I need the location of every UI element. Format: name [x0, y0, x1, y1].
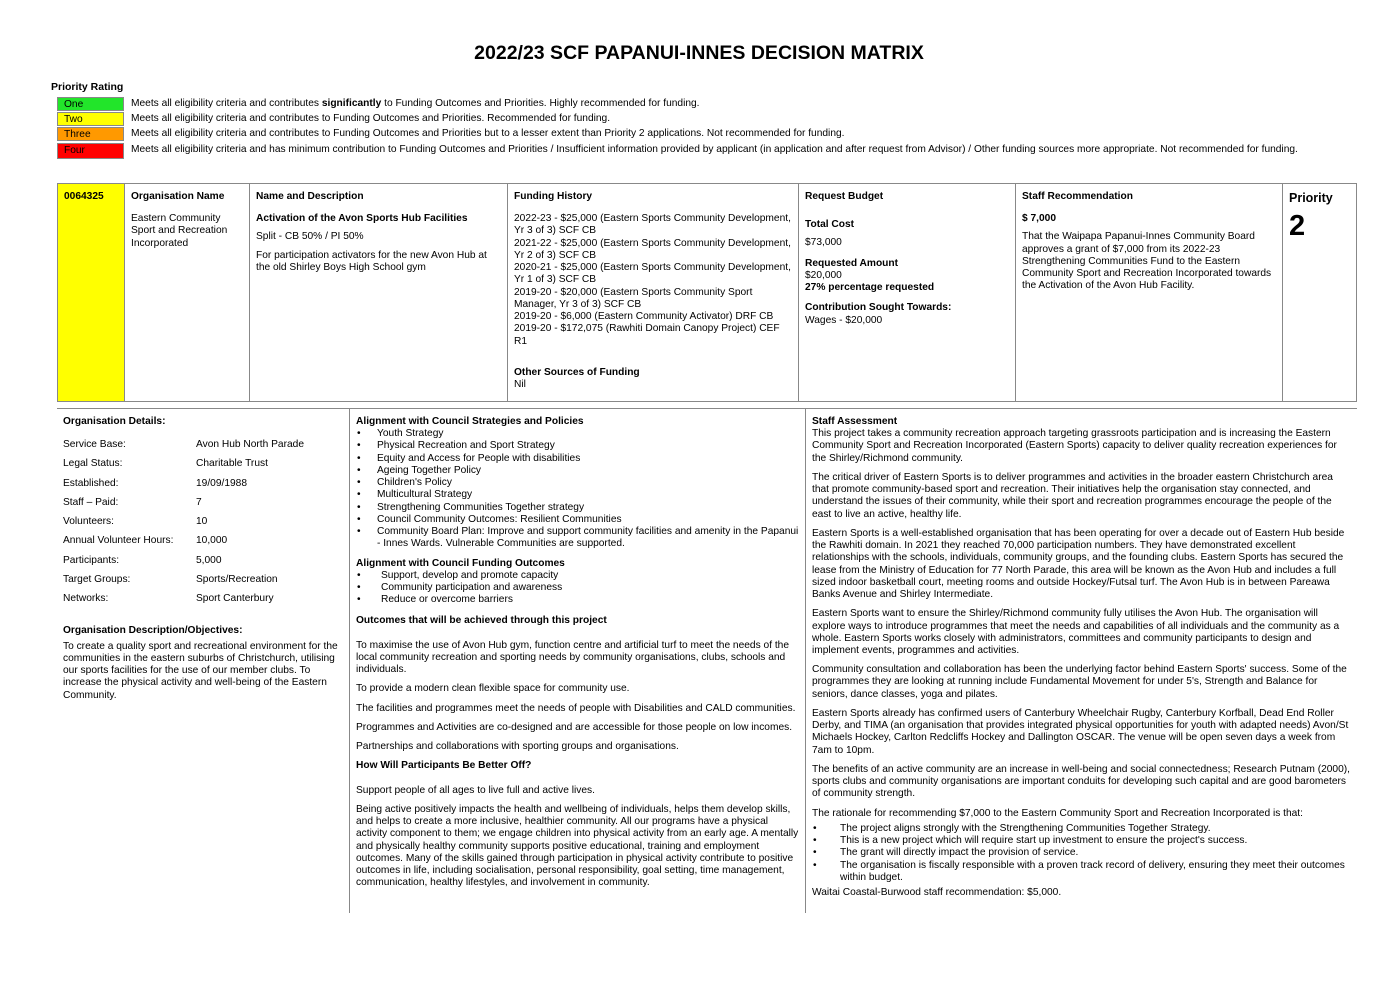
organisation-name-header: Organisation Name [131, 191, 225, 202]
name-description-header: Name and Description [256, 191, 364, 202]
staff-recommendation-cell [1016, 184, 1283, 401]
total-cost-label: Total Cost [805, 219, 855, 231]
funding-history-item: 2019-20 - $172,075 (Rawhiti Domain Canopy Project) CEF R1 [514, 323, 780, 347]
application-id-cell [58, 184, 125, 401]
funding-history-item: 2019-20 - $20,000 (Eastern Sports Community Sport Manager, Yr 3 of 3) SCF CB [514, 286, 753, 310]
list-item: • Multicultural Strategy [356, 489, 799, 501]
other-sources-value: Nil [514, 379, 526, 391]
funding-history-cell [508, 184, 799, 401]
staff-assessment-column [806, 409, 1357, 913]
list-item: • The organisation is fiscally responsible with a proven track record of delivery, ensuring they meet their outcomes within budget. [812, 860, 1351, 884]
list-item: • Community Board Plan: Improve and support community facilities and amenity in the Papanui - Innes Wards. Vulnerable Communities are supported. [356, 526, 799, 550]
alignment-column [349, 409, 806, 913]
funding-outcomes-list [356, 570, 799, 607]
list-item: • Reduce or overcome barriers [356, 594, 799, 606]
list-item: • Community participation and awareness [356, 582, 799, 594]
strategies-list [356, 428, 799, 550]
detail-row: Target Groups: Sports/Recreation [63, 573, 278, 585]
detail-row: Participants: 5,000 [63, 554, 222, 566]
priority-description-four: Meets all eligibility criteria and has minimum contribution to Funding Outcomes and Priorities / Insufficient information provided by applicant (in application and after request from Advisor) / Other funding sources more appropriate. Not recommended for funding. [131, 143, 1298, 155]
priority-rating-legend [57, 97, 1317, 160]
assessment-paragraph: The benefits of an active community are an increase in well-being and social connectedness; Research Putnam (2000), sports clubs and community organisations are important conduits for developing such capital and are good barometers of community strength. [812, 763, 1350, 800]
priority-rating-heading: Priority Rating [51, 81, 124, 93]
organisation-name: Eastern Community Sport and Recreation Incorporated [131, 213, 228, 249]
assessment-paragraph: This project takes a community recreation approach targeting grassroots participation and is increasing the Eastern Community Sport and Recreation Incorporated (Eastern Sports) capacity to deliver quality recreation experiences for the Shirley/Richmond community. [812, 428, 1337, 464]
project-description: For participation activators for the new Avon Hub at the old Shirley Boys High School gym [256, 249, 487, 273]
priority-value: 2 [1289, 210, 1306, 242]
priority-description-three: Meets all eligibility criteria and contributes to Funding Outcomes and Priorities but to a lesser extent than Priority 2 applications. Not recommended for funding. [131, 128, 845, 140]
staff-recommendation-header: Staff Recommendation [1022, 191, 1133, 202]
staff-assessment-heading: Staff Assessment [812, 416, 898, 427]
requested-amount-value: $20,000 [805, 269, 842, 281]
funding-history-item: 2021-22 - $25,000 (Eastern Sports Community Development, Yr 2 of 3) SCF CB [514, 237, 791, 261]
detail-row: Volunteers: 10 [63, 516, 208, 528]
staff-recommendation-amount: $ 7,000 [1022, 213, 1056, 225]
contribution-label: Contribution Sought Towards: [805, 302, 952, 314]
strategies-heading: Alignment with Council Strategies and Policies [356, 416, 584, 427]
detail-row: Networks: Sport Canterbury [63, 593, 274, 605]
priority-swatch-two: Two [57, 112, 124, 126]
priority-description-one: Meets all eligibility criteria and contributes significantly to Funding Outcomes and Priorities. Highly recommended for funding. [131, 98, 700, 109]
priority-swatch-one: One [57, 97, 124, 111]
list-item: • Equity and Access for People with disabilities [356, 453, 799, 465]
requested-amount-label: Requested Amount [805, 257, 899, 269]
details-section [57, 408, 1357, 913]
request-budget-cell [799, 184, 1016, 401]
contribution-value: Wages - $20,000 [805, 314, 883, 326]
organisation-description: To create a quality sport and recreational environment for the communities in the eastern suburbs of Christchurch, utilising our sports facilities for the use of our member clubs. To increase the physical activity and well-being of the Eastern Community. [63, 640, 338, 701]
list-item: • Strengthening Communities Together strategy [356, 502, 799, 514]
better-off-paragraph: Support people of all ages to live full and active lives. [356, 784, 595, 796]
outcome-paragraph: To provide a modern clean flexible space for community use. [356, 683, 630, 695]
organisation-details-column [57, 409, 349, 913]
assessment-paragraph: Eastern Sports already has confirmed users of Canterbury Wheelchair Rugby, Canterbury Korfball, Dead End Roller Derby, and TIMA (an organisation that provides integrated physical opportunities for youth with adapted needs) Avon/St Michaels Hockey, Carlton Redcliffs Hockey and Dallington OSCAR. The venue will be open seven days a week from 7am to 10pm. [812, 707, 1349, 756]
assessment-paragraph: Eastern Sports is a well-established organisation that has been operating for over a decade out of Eastern Hub beside the Rawhiti domain. In 2021 they reached 70,000 participation numbers. They have demonstrated excellent relationships with the schools, individuals, community groups, and the founding clubs. Eastern Sports has secured the lease from the Ministry of Education for 77 North Parade, this area will be known as the Avon Hub and includes a full sized indoor basketball court, meeting rooms and outside Hockey/Futsal turf. The Avon Hub is in between Pareawa Banks Avenue and Shirley Intermediate. [812, 527, 1345, 601]
project-title: Activation of the Avon Sports Hub Facilities [256, 213, 468, 225]
detail-row: Established: 19/09/1988 [63, 477, 247, 489]
assessment-paragraph: The critical driver of Eastern Sports is to deliver programmes and activities in the broader eastern Christchurch area that promote community-based sport and recreation. Their initiatives help the organisation stay connected, and understand the issues of their community, while their sport and recreation programmes encourage the people of the east to live an active, healthy life. [812, 471, 1333, 520]
organisation-description-heading: Organisation Description/Objectives: [63, 625, 243, 637]
funding-history-item: 2020-21 - $25,000 (Eastern Sports Community Development, Yr 1 of 3) SCF CB [514, 262, 791, 286]
outcome-paragraph: Partnerships and collaborations with sporting groups and organisations. [356, 741, 679, 753]
funding-outcomes-heading: Alignment with Council Funding Outcomes [356, 557, 565, 569]
application-summary-table [57, 183, 1357, 402]
application-id: 0064325 [64, 191, 104, 202]
list-item: • Youth Strategy [356, 428, 799, 440]
detail-row: Annual Volunteer Hours: 10,000 [63, 535, 228, 547]
priority-row-three [57, 127, 1317, 141]
organisation-name-cell [125, 184, 250, 401]
outcome-paragraph: To maximise the use of Avon Hub gym, function centre and artificial turf to meet the needs of the local community recreation and sporting needs by community organisations, clubs, schools and individuals. [356, 639, 790, 676]
better-off-paragraph: Being active positively impacts the health and wellbeing of individuals, helps them develop skills, and helps to create a more inclusive, healthier community. All our programs have a physical activity component to them; we engage children into physical activity from an early age. A mentally and physically healthy community supports positive educational, training and employment outcomes. Many of the skills gained through participation in physical activity contribute to positive outcomes in life, including socialisation, personal responsibility, goal setting, time management, communication, healthy lifestyles, and involvement in community. [356, 803, 799, 889]
total-cost-value: $73,000 [805, 237, 842, 249]
assessment-paragraph: Eastern Sports want to ensure the Shirley/Richmond community fully utilises the Avon Hub. The organisation will explore ways to introduce programmes that meet the needs and capabilities of all individuals and the community as a whole. Eastern Sports works closely with administrators, committees and community participants to design and implement events, programmes and activities. [812, 608, 1340, 656]
list-item: • The project aligns strongly with the Strengthening Communities Together Strategy. [812, 823, 1351, 835]
funding-history-header: Funding History [514, 191, 593, 202]
priority-description-two: Meets all eligibility criteria and contributes to Funding Outcomes and Priorities. Recommended for funding. [131, 113, 611, 125]
detail-row: Legal Status: Charitable Trust [63, 458, 268, 470]
list-item: • Support, develop and promote capacity [356, 570, 799, 582]
name-description-cell [250, 184, 508, 401]
priority-row-two [57, 112, 1317, 126]
outcome-paragraph: The facilities and programmes meet the needs of people with Disabilities and CALD communities. [356, 702, 796, 714]
funding-history-item: 2022-23 - $25,000 (Eastern Sports Community Development, Yr 3 of 3) SCF CB [514, 213, 791, 237]
organisation-details-heading: Organisation Details: [63, 416, 166, 427]
staff-recommendation-text: That the Waipapa Papanui-Innes Community Board approves a grant of $7,000 from its 2022-23 Strengthening Communities Fund to the Eastern Community Sport and Recreation Incorporated towards the Activation of the Avon Hub Facility. [1022, 231, 1272, 292]
other-sources-header: Other Sources of Funding [514, 366, 640, 378]
list-item: • Physical Recreation and Sport Strategy [356, 440, 799, 452]
list-item: • Council Community Outcomes: Resilient Communities [356, 514, 799, 526]
outcome-paragraph: Programmes and Activities are co-designed and are accessible for those people on low incomes. [356, 721, 793, 733]
staff-recommendation-footer: Waitai Coastal-Burwood staff recommendation: $5,000. [812, 886, 1062, 898]
detail-row: Staff – Paid: 7 [63, 496, 202, 508]
funding-split: Split - CB 50% / PI 50% [256, 231, 364, 243]
list-item: • Children's Policy [356, 477, 799, 489]
priority-swatch-three: Three [57, 127, 124, 141]
request-budget-header: Request Budget [805, 191, 884, 202]
outcomes-heading: Outcomes that will be achieved through this project [356, 614, 607, 626]
list-item: • Ageing Together Policy [356, 465, 799, 477]
page-title: 2022/23 SCF PAPANUI-INNES DECISION MATRIX [474, 42, 924, 64]
percentage-requested: 27% percentage requested [805, 282, 935, 294]
funding-history-item: 2019-20 - $6,000 (Eastern Community Activator) DRF CB [514, 311, 774, 323]
priority-swatch-four: Four [57, 143, 124, 159]
rationale-list [812, 823, 1351, 884]
better-off-heading: How Will Participants Be Better Off? [356, 760, 532, 772]
priority-cell [1283, 184, 1356, 401]
priority-header: Priority [1289, 191, 1333, 205]
priority-row-one [57, 97, 1317, 111]
assessment-paragraph: Community consultation and collaboration has been the underlying factor behind Eastern Sports' success. Some of the programmes they are looking at running include Fundamental Movement for under 5's, Strength and Balance for seniors, dance classes, yoga and pilates. [812, 664, 1347, 700]
priority-row-four [57, 143, 1317, 159]
list-item: • This is a new project which will require start up investment to ensure the project's success. [812, 835, 1351, 847]
assessment-paragraph: The rationale for recommending $7,000 to the Eastern Community Sport and Recreation Incorporated is that: [812, 807, 1303, 819]
list-item: • The grant will directly impact the provision of service. [812, 847, 1351, 859]
detail-row: Service Base: Avon Hub North Parade [63, 439, 304, 451]
